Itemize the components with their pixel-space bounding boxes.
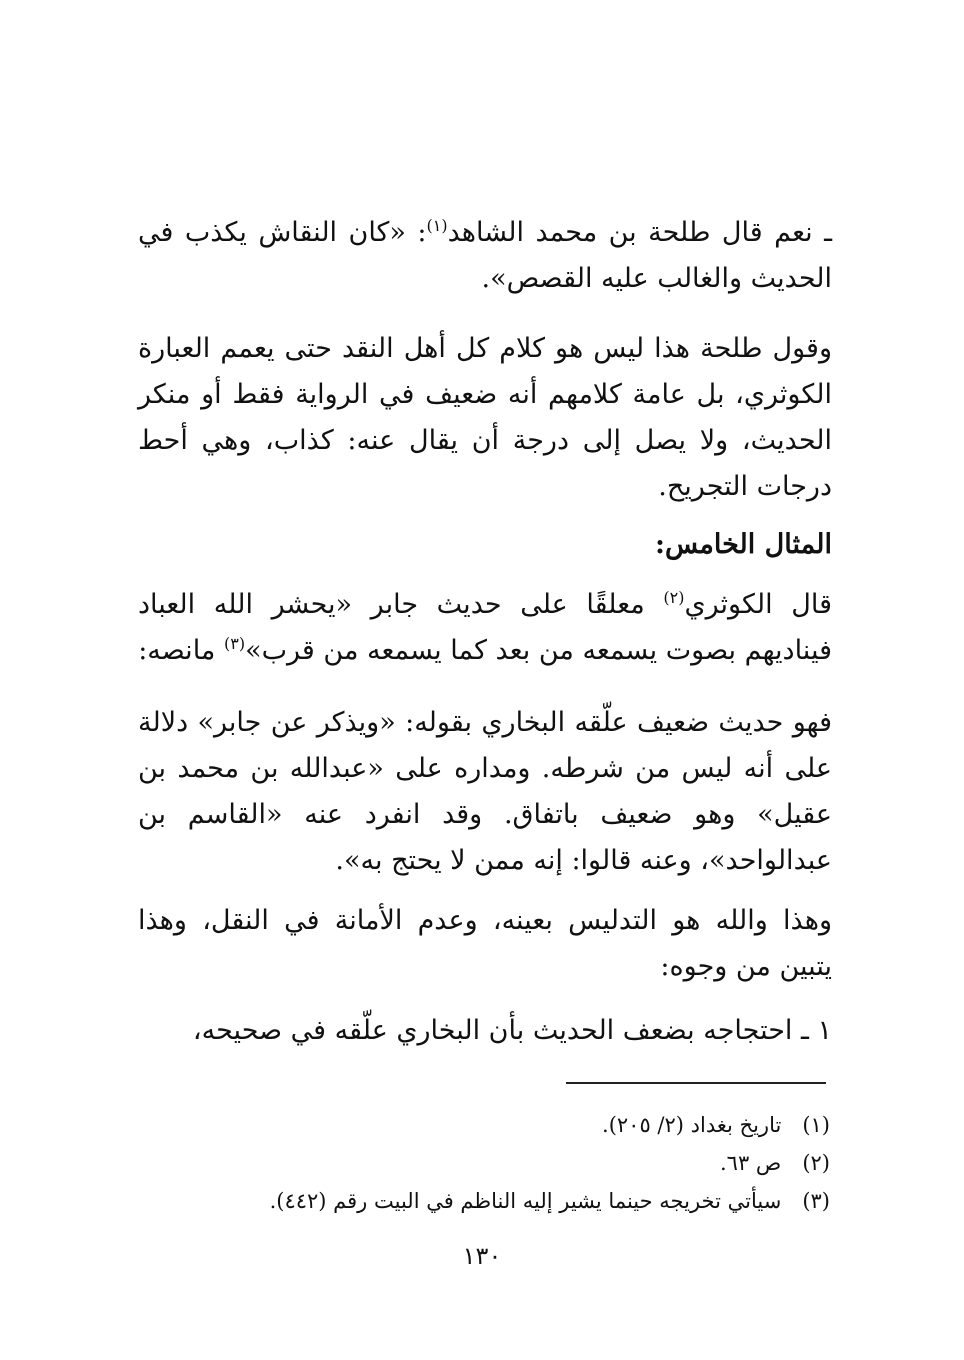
paragraph-text: مانصه: [138,635,224,666]
paragraph-kawthari-quote [138,582,832,674]
paragraph-talha-quote [138,210,832,302]
footnote-number: (١) [802,1113,830,1137]
paragraph-hadith-weakness: فهو حديث ضعيف علّقه البخاري بقوله: «ويذكر عن جابر» دلالة على أنه ليس من شرطه. ومداره على «عبدالله بن محمد بن عقيل» وهو ضعيف باتفاق. وقد انفرد عنه «القاسم بن عبدالواحد»، وعنه قالوا: إنه ممن لا يحتج به». [138,707,832,876]
paragraph-text: ـ نعم قال طلحة بن محمد الشاهد [447,217,832,248]
footnote-separator [566,1082,826,1084]
footnote-text: ص ٦٣. [719,1151,782,1175]
footnote-reference-1: (١) [426,216,448,235]
footnote-number: (٢) [802,1151,830,1175]
footnote-reference-2: (٢) [663,588,685,607]
footnote-item [138,1182,830,1220]
paragraph-text: : «كان النقاش يكذب في الحديث والغالب عليه القصص». [138,217,832,294]
paragraph-text: معلقًا على حديث جابر «يحشر الله العباد فيناديهم بصوت يسمعه من بعد كما يسمعه من قرب» [138,589,832,666]
footnote-text: سيأتي تخريجه حينما يشير إليه الناظم في البيت رقم (٤٤٢). [269,1189,782,1213]
footnote-number: (٣) [802,1189,830,1213]
page-number: ١٣٠ [462,1242,502,1270]
footnotes [138,1106,830,1220]
paragraph-text: قال الكوثري [684,589,833,620]
paragraph-tadlis: وهذا والله هو التدليس بعينه، وعدم الأمانة في النقل، وهذا يتبين من وجوه: [138,905,832,982]
footnote-reference-3: (٣) [223,634,246,653]
section-heading: المثال الخامس: [655,529,832,560]
footnote-text: تاريخ بغداد (٢/ ٢٠٥). [602,1113,782,1137]
footnote-item [138,1106,830,1144]
paragraph-point-one: ١ ـ احتجاجه بضعف الحديث بأن البخاري علّقه في صحيحه، [192,1015,832,1046]
footnote-item [138,1144,830,1182]
paragraph-criticism: وقول طلحة هذا ليس هو كلام كل أهل النقد حتى يعمم العبارة الكوثري، بل عامة كلامهم أنه ضعيف في الرواية فقط أو منكر الحديث، ولا يصل إلى درجة أن يقال عنه: كذاب، وهي أحط درجات التجريح. [138,333,832,502]
